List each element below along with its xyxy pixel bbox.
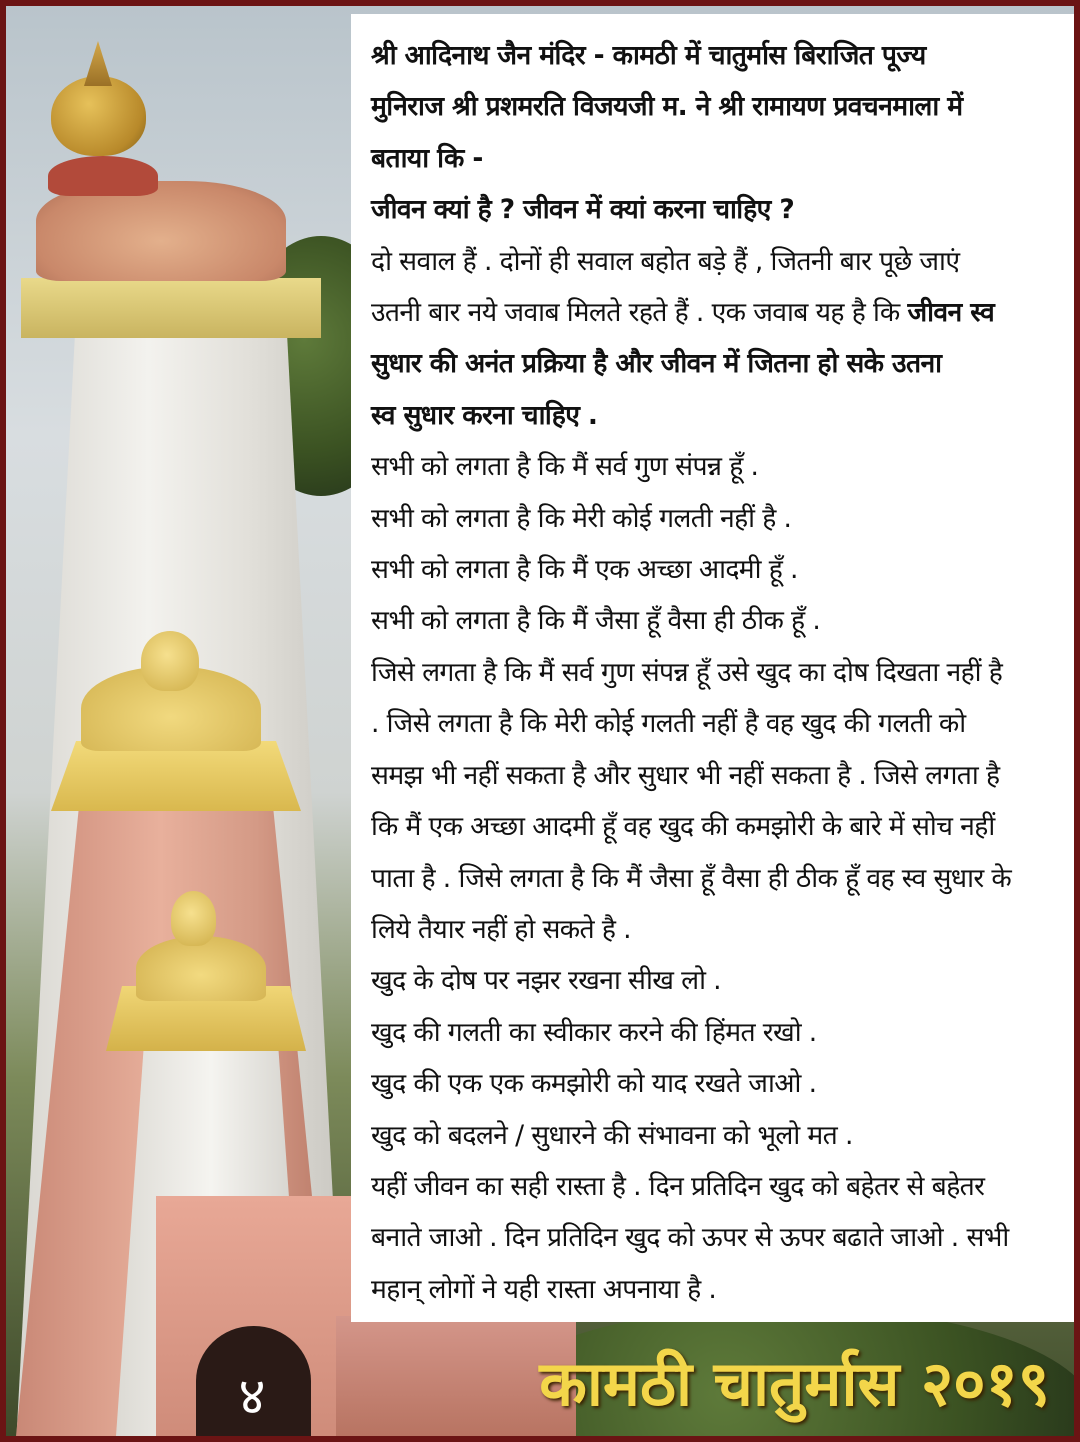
spire-crown <box>36 181 286 281</box>
yellow-dome <box>136 936 266 1001</box>
text-segment: दो सवाल हैं . दोनों ही सवाल बहोत बड़े हैं , जितनी बार पूछे जाएं <box>371 245 960 277</box>
text-segment: सभी को लगता है कि मेरी कोई गलती नहीं है . <box>371 502 792 534</box>
text-segment: जिसे लगता है कि मैं सर्व गुण संपन्न हूँ उसे खुद का दोष दिखता नहीं है <box>371 656 1003 688</box>
text-line <box>371 1161 1060 1212</box>
footer-banner: कामठी चातुर्मास २०१९ <box>539 1347 1050 1420</box>
text-segment: महान् लोगों ने यही रास्ता अपनाया है . <box>371 1273 717 1305</box>
text-segment: सभी को लगता है कि मैं एक अच्छा आदमी हूँ . <box>371 554 798 586</box>
lotus-base <box>48 156 158 196</box>
text-line <box>371 390 1060 441</box>
text-line <box>371 698 1060 749</box>
text-line <box>371 441 1060 492</box>
text-line <box>371 595 1060 646</box>
text-segment: खुद के दोष पर नझर रखना सीख लो . <box>371 965 722 997</box>
text-segment: जीवन क्यां है ? जीवन में क्यां करना चाहिए ? <box>371 194 795 226</box>
text-segment: उतनी बार नये जवाब मिलते रहते हैं . एक जवाब यह है कि <box>371 297 908 329</box>
text-line <box>371 81 1060 132</box>
text-line <box>371 1212 1060 1263</box>
text-panel <box>351 14 1076 1322</box>
text-segment: सुधार की अनंत प्रक्रिया है और जीवन में जितना हो सके उतना <box>371 348 942 380</box>
text-segment: जीवन स्व <box>907 297 995 329</box>
page-number: ४ <box>238 1367 266 1427</box>
text-line <box>371 647 1060 698</box>
text-segment: खुद को बदलने / सुधारने की संभावना को भूलो मत . <box>371 1119 853 1151</box>
text-segment: लिये तैयार नहीं हो सकते है . <box>371 913 631 945</box>
text-line <box>371 801 1060 852</box>
text-line <box>371 287 1060 338</box>
yellow-finial <box>141 631 199 691</box>
text-segment: मुनिराज श्री प्रशमरति विजयजी म. ने श्री रामायण प्रवचनमाला में <box>371 91 963 123</box>
text-line <box>371 1110 1060 1161</box>
text-line <box>371 750 1060 801</box>
text-segment: कि मैं एक अच्छा आदमी हूँ वह खुद की कमझोरी के बारे में सोच नहीं <box>371 811 995 843</box>
text-line <box>371 236 1060 287</box>
text-line <box>371 853 1060 904</box>
text-segment: सभी को लगता है कि मैं सर्व गुण संपन्न हूँ . <box>371 451 759 483</box>
text-line <box>371 338 1060 389</box>
kalash-finial <box>84 41 112 86</box>
text-segment: पाता है . जिसे लगता है कि मैं जैसा हूँ वैसा ही ठीक हूँ वह स्व सुधार के <box>371 862 1012 894</box>
text-line <box>371 544 1060 595</box>
text-line <box>371 955 1060 1006</box>
text-line <box>371 184 1060 235</box>
text-segment: बनाते जाओ . दिन प्रतिदिन खुद को ऊपर से ऊपर बढाते जाओ . सभी <box>371 1222 1009 1254</box>
text-line <box>371 1007 1060 1058</box>
text-segment: स्व सुधार करना चाहिए . <box>371 399 598 431</box>
text-segment: . जिसे लगता है कि मेरी कोई गलती नहीं है वह खुद की गलती को <box>371 708 966 740</box>
text-segment: बताया कि - <box>371 142 483 174</box>
yellow-tier <box>51 741 301 811</box>
text-line <box>371 1264 1060 1315</box>
text-line <box>371 1058 1060 1109</box>
yellow-finial <box>171 891 216 946</box>
spire-band <box>21 278 321 338</box>
text-line <box>371 904 1060 955</box>
text-segment: श्री आदिनाथ जैन मंदिर - कामठी में चातुर्मास बिराजित पूज्य <box>371 40 926 71</box>
text-segment: सभी को लगता है कि मैं जैसा हूँ वैसा ही ठीक हूँ . <box>371 605 821 637</box>
text-segment: यहीं जीवन का सही रास्ता है . दिन प्रतिदिन खुद को बहेतर से बहेतर <box>371 1170 985 1202</box>
golden-kalash <box>51 76 146 156</box>
text-segment: खुद की गलती का स्वीकार करने की हिंमत रखो . <box>371 1016 817 1048</box>
text-line <box>371 133 1060 184</box>
text-line <box>371 493 1060 544</box>
text-segment: खुद की एक एक कमझोरी को याद रखते जाओ . <box>371 1068 817 1100</box>
text-segment: समझ भी नहीं सकता है और सुधार भी नहीं सकता है . जिसे लगता है <box>371 759 1000 791</box>
text-line <box>371 30 1060 81</box>
